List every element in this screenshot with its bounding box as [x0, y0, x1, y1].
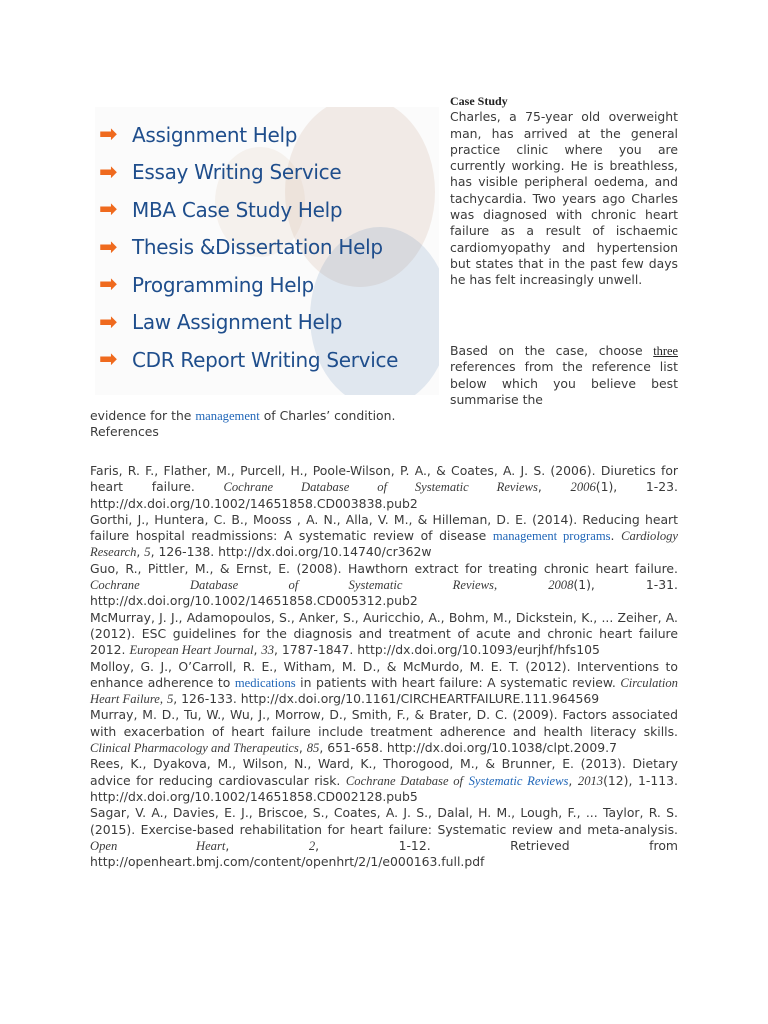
references-list: [90, 463, 678, 870]
reference-item: Murray, M. D., Tu, W., Wu, J., Morrow, D., Smith, F., & Brater, D. C. (2009). Factors associated with exacerbation of heart failure include treatment adherence and health literacy skills. Clinical Pharmacology and Therapeutics, 85, 651-658. http://dx.doi.org/10.1038/clpt.2009.7: [90, 707, 678, 756]
arrow-right-icon: ➡: [99, 272, 118, 298]
arrow-right-icon: ➡: [99, 234, 118, 260]
volume: 5: [144, 545, 151, 560]
case-study-paragraph: Charles, a 75-year old overweight man, has arrived at the general practice clinic where you are currently working. He is breathless, has visible peripheral oedema, and tachycardia. Two years ago Charles was diagnosed with chronic heart failure as a result of ischaemic cardiomyopathy and hypertension but states that in the past few days he has felt increasingly unwell.: [450, 109, 678, 288]
service-item[interactable]: [99, 154, 398, 192]
service-item[interactable]: [99, 191, 398, 229]
service-item[interactable]: [99, 266, 398, 304]
service-label: Essay Writing Service: [132, 160, 342, 185]
journal-title: Cochrane Database of: [345, 773, 464, 788]
journal-title: Circulation Heart Failure,: [90, 675, 678, 707]
service-item[interactable]: [99, 341, 398, 379]
volume: 5: [166, 692, 174, 707]
reference-item: Rees, K., Dyakova, M., Wilson, N., Ward, K., Thorogood, M., & Brunner, E. (2013). Dietary advice for reducing cardiovascular risk. Cochrane Database of Systematic Reviews, 2013(12), 1-113. http://dx.doi.org/10.1002/14651858.CD002128.pub5: [90, 756, 678, 804]
service-label: Thesis &Dissertation Help: [132, 235, 383, 260]
reference-item: McMurray, J. J., Adamopoulos, S., Anker, S., Auricchio, A., Bohm, M., Dickstein, K., ... Zeiher, A. (2012). ESC guidelines for the diagnosis and treatment of acute and chronic heart failure 2012. European Heart Journal, 33, 1787-1847. http://dx.doi.org/10.1093/eurjhf/hfs105: [90, 609, 678, 658]
management-programs-link[interactable]: management programs: [492, 529, 611, 544]
volume: 2008: [548, 578, 574, 593]
services-advertisement[interactable]: [95, 107, 439, 395]
task-text: evidence for the: [90, 408, 192, 423]
service-label: CDR Report Writing Service: [132, 347, 399, 372]
service-label: Law Assignment Help: [132, 310, 343, 335]
journal-title: Cochrane Database of Systematic Reviews: [223, 480, 538, 495]
arrow-right-icon: ➡: [99, 122, 118, 148]
reference-item: Sagar, V. A., Davies, E. J., Briscoe, S., Coates, A. J. S., Dalal, H. M., Lough, F., ... Taylor, R. S. (2015). Exercise-based rehabilitation for heart failure: Systematic review and meta-analysis. Open Heart, 2, 1-12. Retrieved from http://openheart.bmj.com/content/openhrt/2/1/e000163.full.pdf: [90, 805, 678, 870]
three-link[interactable]: three: [653, 344, 678, 358]
volume: 2006: [570, 480, 596, 495]
reference-item: Guo, R., Pittler, M., & Ernst, E. (2008). Hawthorn extract for treating chronic heart failure. Cochrane Database of Systematic Reviews, 2008(1), 1-31. http://dx.doi.org/10.1002/14651858.CD005312.pub2: [90, 560, 678, 609]
task-paragraph-end: [90, 408, 678, 441]
service-item[interactable]: [99, 116, 398, 154]
journal-title: Cochrane Database of Systematic Reviews,: [90, 578, 498, 593]
journal-title: Open Heart: [90, 838, 226, 853]
service-label: Assignment Help: [132, 122, 298, 147]
management-link[interactable]: management: [195, 409, 260, 423]
arrow-right-icon: ➡: [99, 347, 118, 373]
arrow-right-icon: ➡: [99, 197, 118, 223]
task-paragraph-start: [450, 343, 678, 408]
arrow-right-icon: ➡: [99, 159, 118, 185]
case-study-section: [450, 93, 678, 289]
service-item[interactable]: [99, 304, 398, 342]
volume: 33: [261, 643, 274, 658]
service-item[interactable]: [99, 229, 398, 267]
task-text: of Charles’ condition.: [263, 408, 396, 423]
references-heading: References: [90, 424, 159, 440]
volume: 85: [306, 741, 320, 756]
service-label: Programming Help: [132, 272, 314, 297]
journal-title: Clinical Pharmacology and Therapeutics: [90, 741, 299, 756]
journal-title: European Heart Journal: [129, 643, 254, 658]
volume: 2: [308, 838, 316, 853]
services-list: [99, 116, 398, 379]
journal-title: Cardiology Research: [90, 529, 678, 560]
reference-item: Gorthi, J., Huntera, C. B., Mooss , A. N., Alla, V. M., & Hilleman, D. E. (2014). Reducing heart failure hospital readmissions: A systematic review of disease management programs. Cardiology Research, 5, 126-138. http://dx.doi.org/10.14740/cr362w: [90, 511, 678, 560]
reference-item: Molloy, G. J., O’Carroll, R. E., Witham, M. D., & McMurdo, M. E. T. (2012). Interventions to enhance adherence to medications in patients with heart failure: A systematic review. Circulation Heart Failure, 5, 126-133. http://dx.doi.org/10.1161/CIRCHEARTFAILURE.111.964569: [90, 658, 678, 707]
reference-item: Faris, R. F., Flather, M., Purcell, H., Poole-Wilson, P. A., & Coates, A. J. S. (2006). Diuretics for heart failure. Cochrane Database of Systematic Reviews, 2006(1), 1-23. http://dx.doi.org/10.1002/14651858.CD003838.pub2: [90, 463, 678, 511]
case-study-heading: Case Study: [450, 94, 508, 108]
task-text: references from the reference list below which you believe best summarise the: [450, 359, 678, 407]
arrow-right-icon: ➡: [99, 309, 118, 335]
systematic-reviews-link[interactable]: Systematic Reviews: [468, 773, 569, 788]
medications-link[interactable]: medications: [234, 675, 296, 690]
task-text: Based on the case, choose: [450, 343, 643, 358]
service-label: MBA Case Study Help: [132, 197, 343, 222]
volume: 2013: [577, 773, 604, 788]
